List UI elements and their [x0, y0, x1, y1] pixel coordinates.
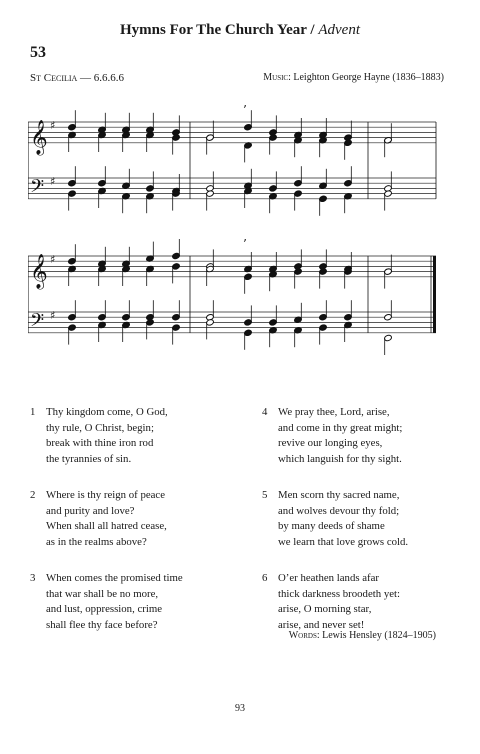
verse-line: arise, O morning star,: [278, 603, 372, 615]
verse-line: and wolves devour thy fold;: [278, 504, 400, 517]
words-credit: [289, 630, 436, 641]
verse-line: and come in thy great might;: [278, 421, 403, 434]
verse-6: 6 O’er heathen lands afar thick darkness broodeth yet: arise, O morning star, arise, and never set!: [262, 571, 400, 633]
words-label: Words:: [288, 630, 320, 641]
verse-line: and purity and love?: [46, 504, 135, 517]
page-title: Hymns For The Church Year / Advent: [119, 22, 360, 38]
music-credit: [263, 72, 444, 83]
verse-line: which languish for thy sight.: [278, 452, 402, 465]
verse-line: Men scorn thy sacred name,: [278, 489, 400, 501]
svg-text:𝄢: 𝄢: [30, 176, 45, 202]
verse-line: the tyrannies of sin.: [46, 452, 132, 465]
verse-4: 4 We pray thee, Lord, arise, and come in thy great might; revive our longing eyes, which languish for thy sight.: [262, 405, 402, 467]
svg-text:♯: ♯: [50, 119, 56, 133]
svg-text:’: ’: [243, 103, 247, 117]
verse-line: When shall all hatred cease,: [46, 520, 167, 532]
music-system-1: [28, 103, 436, 216]
bass-staff: [28, 166, 436, 216]
page-number: 93: [235, 703, 245, 714]
verse-2: 2 Where is thy reign of peace and purity and love? When shall all hatred cease, as in the realms above?: [30, 488, 167, 550]
verse-3: 3 When comes the promised time that war shall be no more, and lust, oppression, crime shall flee thy face before?: [30, 571, 183, 633]
svg-text:♯: ♯: [50, 253, 56, 267]
composer: Leighton George Hayne (1836–1883): [293, 72, 444, 83]
bass-staff: [28, 300, 436, 355]
svg-text:♯: ♯: [50, 309, 56, 323]
verse-line: When comes the promised time: [46, 572, 183, 584]
author: Lewis Hensley (1824–1905): [322, 630, 436, 641]
verse-line: by many deeds of shame: [278, 520, 385, 532]
verse-line: we learn that love grows cold.: [278, 535, 409, 548]
music-score: [28, 100, 448, 378]
verse-line: revive our longing eyes,: [278, 437, 383, 449]
verse-line: O’er heathen lands afar: [278, 572, 380, 584]
verse-line: and lust, oppression, crime: [46, 603, 163, 615]
verse-line: We pray thee, Lord, arise,: [278, 406, 390, 418]
book-title: Hymns For The Church Year: [119, 22, 307, 38]
section-title: Advent: [318, 22, 360, 38]
verse-line: thy rule, O Christ, begin;: [46, 421, 154, 434]
verse-line: shall flee thy face before?: [46, 618, 158, 631]
treble-staff: [28, 239, 436, 294]
verse-line: break with thine iron rod: [46, 437, 154, 449]
verse-line: arise, and never set!: [278, 618, 365, 631]
svg-text:♯: ♯: [50, 175, 56, 189]
music-system-2: [28, 237, 436, 355]
svg-text:’: ’: [243, 237, 247, 251]
tune-name: St Cecilia — 6.6.6.6: [30, 72, 125, 84]
verse-line: Where is thy reign of peace: [46, 489, 166, 501]
verse-line: as in the realms above?: [46, 535, 147, 548]
verse-line: that war shall be no more,: [46, 587, 159, 600]
svg-text:𝄞: 𝄞: [30, 253, 48, 289]
svg-text:𝄞: 𝄞: [30, 119, 48, 155]
verse-line: Thy kingdom come, O God,: [46, 406, 168, 418]
verse-5: 5 Men scorn thy sacred name, and wolves devour thy fold; by many deeds of shame we learn that love grows cold.: [262, 488, 408, 550]
verse-1: 1 Thy kingdom come, O God, thy rule, O Christ, begin; break with thine iron rod the tyrannies of sin.: [30, 405, 168, 467]
verse-line: thick darkness broodeth yet:: [278, 587, 401, 600]
hymn-number: 53: [30, 44, 46, 61]
treble-staff: [28, 110, 436, 162]
svg-text:𝄢: 𝄢: [30, 310, 45, 336]
music-label: Music:: [263, 72, 291, 83]
